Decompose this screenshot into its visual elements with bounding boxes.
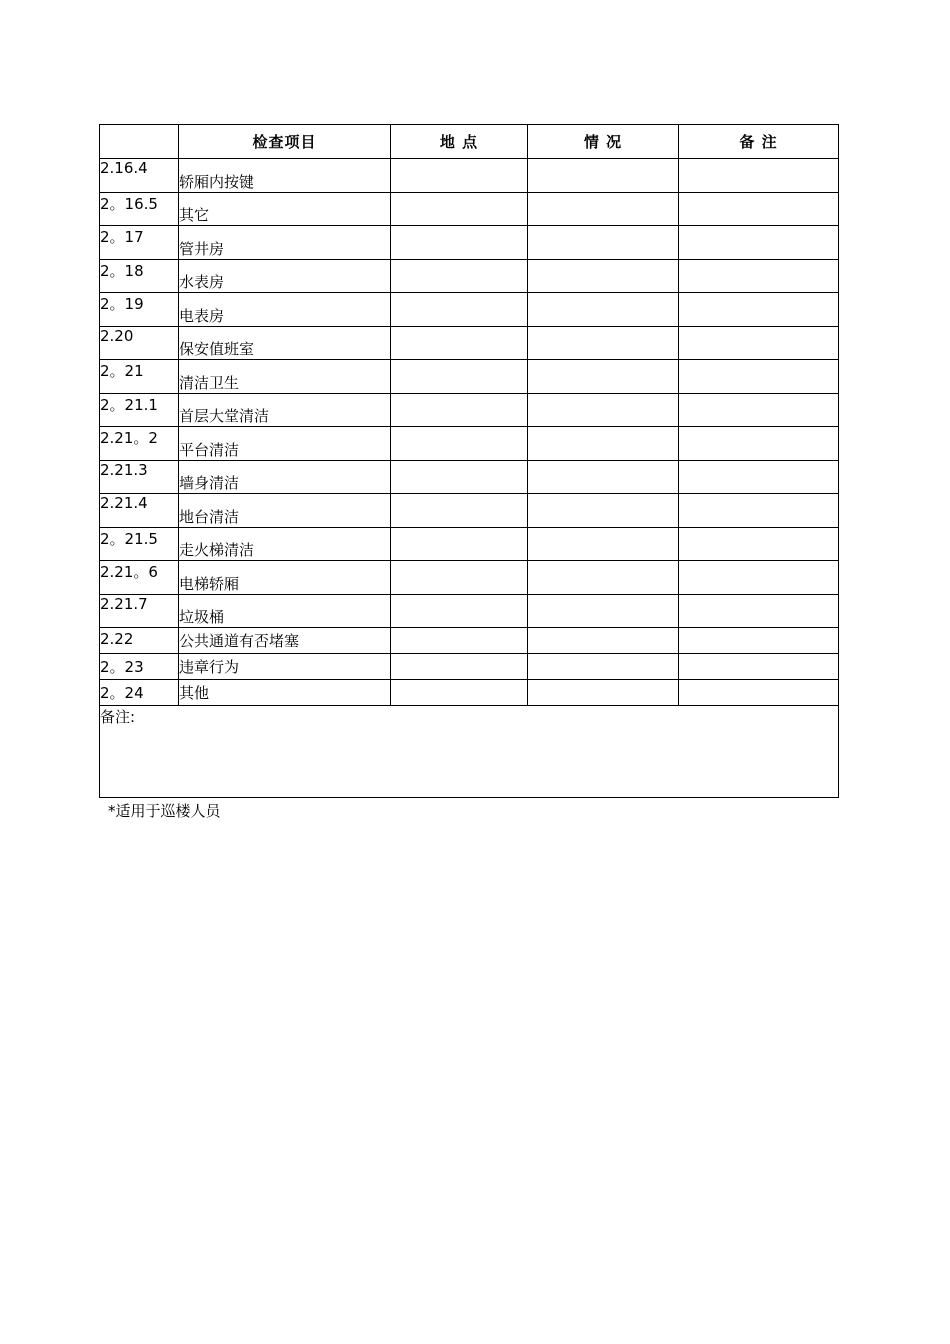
row-location[interactable]: [391, 326, 528, 360]
row-item: 电梯轿厢: [179, 561, 391, 595]
row-location[interactable]: [391, 159, 528, 193]
row-location[interactable]: [391, 628, 528, 654]
row-note[interactable]: [679, 393, 839, 427]
row-status[interactable]: [528, 654, 679, 680]
row-location[interactable]: [391, 192, 528, 226]
row-item: 其他: [179, 680, 391, 706]
table-row: [100, 628, 839, 654]
row-number: 2.22: [100, 628, 179, 654]
table-row: [100, 654, 839, 680]
row-item: 轿厢内按键: [179, 159, 391, 193]
row-item: 走火梯清洁: [179, 527, 391, 561]
footnote: *适用于巡楼人员: [108, 802, 221, 820]
row-note[interactable]: [679, 259, 839, 293]
row-status[interactable]: [528, 680, 679, 706]
remarks-row: [100, 706, 839, 798]
row-item: 首层大堂清洁: [179, 393, 391, 427]
row-number: 2。18: [100, 259, 179, 293]
row-number: 2。21.5: [100, 527, 179, 561]
row-number: 2。17: [100, 226, 179, 260]
row-note[interactable]: [679, 594, 839, 628]
row-location[interactable]: [391, 527, 528, 561]
row-status[interactable]: [528, 360, 679, 394]
row-location[interactable]: [391, 561, 528, 595]
row-number: 2.16.4: [100, 159, 179, 193]
header-number: [100, 125, 179, 159]
row-item: 地台清洁: [179, 494, 391, 528]
row-location[interactable]: [391, 259, 528, 293]
row-note[interactable]: [679, 460, 839, 494]
table-row: [100, 427, 839, 461]
row-status[interactable]: [528, 326, 679, 360]
row-number: 2.21.7: [100, 594, 179, 628]
table-row: [100, 393, 839, 427]
row-note[interactable]: [679, 494, 839, 528]
row-status[interactable]: [528, 226, 679, 260]
row-number: 2。24: [100, 680, 179, 706]
row-note[interactable]: [679, 192, 839, 226]
row-status[interactable]: [528, 527, 679, 561]
row-item: 其它: [179, 192, 391, 226]
row-location[interactable]: [391, 594, 528, 628]
table-row: [100, 159, 839, 193]
inspection-table: [99, 124, 839, 798]
table-row: [100, 192, 839, 226]
row-number: 2。16.5: [100, 192, 179, 226]
table-row: [100, 259, 839, 293]
row-status[interactable]: [528, 393, 679, 427]
header-status: 情 况: [528, 125, 679, 159]
header-location: 地 点: [391, 125, 528, 159]
row-location[interactable]: [391, 226, 528, 260]
row-location[interactable]: [391, 494, 528, 528]
row-number: 2.20: [100, 326, 179, 360]
table-row: [100, 527, 839, 561]
row-number: 2。19: [100, 293, 179, 327]
row-item: 水表房: [179, 259, 391, 293]
row-status[interactable]: [528, 259, 679, 293]
row-location[interactable]: [391, 654, 528, 680]
row-number: 2.21。2: [100, 427, 179, 461]
row-location[interactable]: [391, 393, 528, 427]
table-row: [100, 561, 839, 595]
table-row: [100, 293, 839, 327]
table-header-row: [100, 125, 839, 159]
header-note: 备 注: [679, 125, 839, 159]
row-location[interactable]: [391, 427, 528, 461]
row-item: 墙身清洁: [179, 460, 391, 494]
row-item: 清洁卫生: [179, 360, 391, 394]
row-note[interactable]: [679, 360, 839, 394]
table-row: [100, 460, 839, 494]
row-number: 2。21: [100, 360, 179, 394]
table-row: [100, 326, 839, 360]
table-row: [100, 494, 839, 528]
row-status[interactable]: [528, 594, 679, 628]
row-status[interactable]: [528, 192, 679, 226]
table-body: [100, 159, 839, 706]
row-location[interactable]: [391, 460, 528, 494]
row-note[interactable]: [679, 628, 839, 654]
row-item: 电表房: [179, 293, 391, 327]
table-row: [100, 594, 839, 628]
table-row: [100, 360, 839, 394]
row-item: 公共通道有否堵塞: [179, 628, 391, 654]
row-location[interactable]: [391, 360, 528, 394]
row-note[interactable]: [679, 326, 839, 360]
row-item: 管井房: [179, 226, 391, 260]
row-status[interactable]: [528, 628, 679, 654]
row-note[interactable]: [679, 427, 839, 461]
row-location[interactable]: [391, 680, 528, 706]
row-number: 2.21。6: [100, 561, 179, 595]
row-status[interactable]: [528, 460, 679, 494]
row-status[interactable]: [528, 494, 679, 528]
inspection-sheet: [99, 124, 838, 798]
table-row: [100, 226, 839, 260]
row-status[interactable]: [528, 293, 679, 327]
row-number: 2.21.4: [100, 494, 179, 528]
row-status[interactable]: [528, 427, 679, 461]
row-number: 2。23: [100, 654, 179, 680]
row-note[interactable]: [679, 680, 839, 706]
row-note[interactable]: [679, 561, 839, 595]
row-number: 2.21.3: [100, 460, 179, 494]
row-item: 违章行为: [179, 654, 391, 680]
row-note[interactable]: [679, 159, 839, 193]
header-inspection-item: 检查项目: [179, 125, 391, 159]
row-status[interactable]: [528, 159, 679, 193]
row-status[interactable]: [528, 561, 679, 595]
row-note[interactable]: [679, 527, 839, 561]
remarks-cell[interactable]: 备注:: [100, 706, 839, 798]
row-note[interactable]: [679, 654, 839, 680]
row-location[interactable]: [391, 293, 528, 327]
row-number: 2。21.1: [100, 393, 179, 427]
row-item: 保安值班室: [179, 326, 391, 360]
row-note[interactable]: [679, 293, 839, 327]
row-note[interactable]: [679, 226, 839, 260]
row-item: 平台清洁: [179, 427, 391, 461]
table-row: [100, 680, 839, 706]
row-item: 垃圾桶: [179, 594, 391, 628]
